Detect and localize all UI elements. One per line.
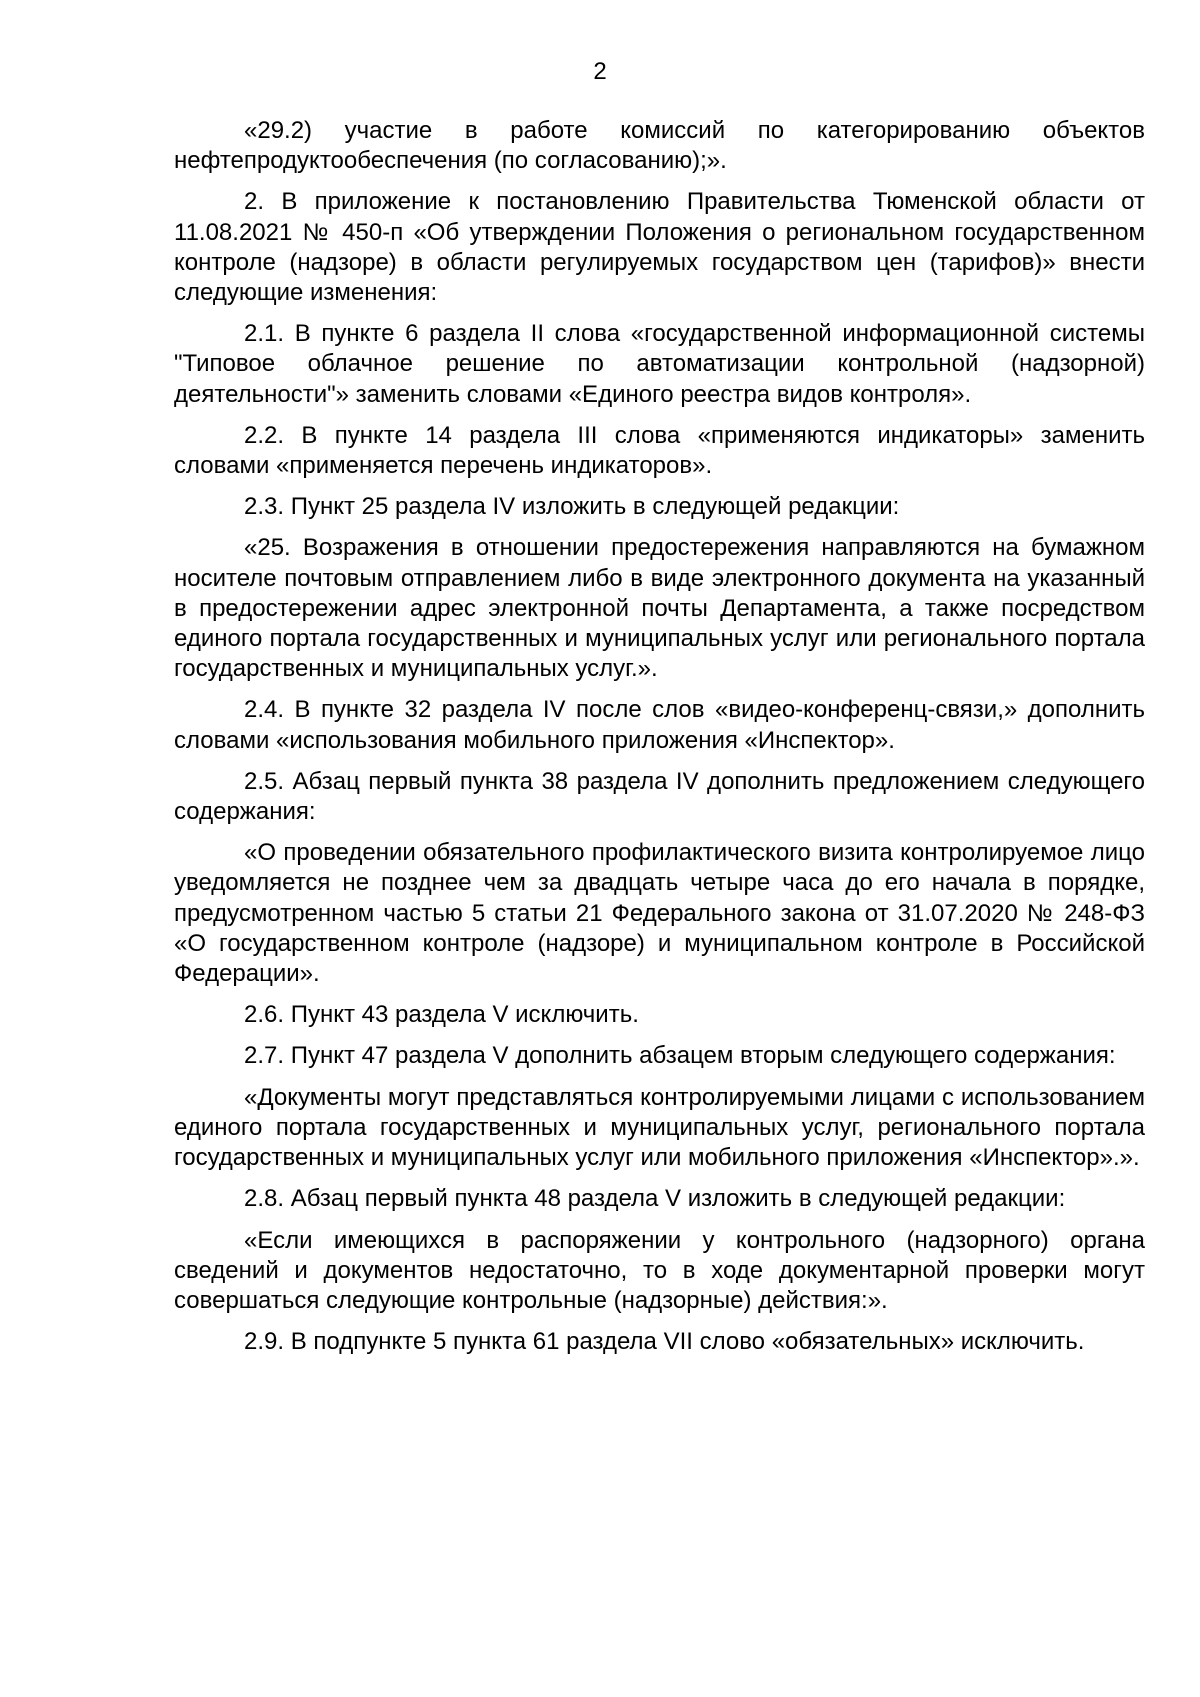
paragraph-2-1: 2.1. В пункте 6 раздела II слова «государственной информационной системы "Типовое облачное решение по автоматизации контрольной (надзорной) деятельности"» заменить словами «Единого реестра видов контроля». [174,320,1145,408]
paragraph-documents-quote: «Документы могут представляться контролируемыми лицами с использованием единого портала государственных и муниципальных услуг, регионального портала государственных и муниципальных услуг или мобильного приложения «Инспектор».». [174,1083,1145,1172]
paragraph-29-2-quote: «29.2) участие в работе комиссий по категорированию объектов нефтепродуктообеспечения (по согласованию);». [174,117,1145,175]
paragraph-visit-quote: «О проведении обязательного профилактического визита контролируемое лицо уведомляется не позднее чем за двадцать четыре часа до его начала в порядке, предусмотренном частью 5 статьи 21 Федерального закона от 31.07.2020 № 248-ФЗ «О государственном контроле (надзоре) и муниципальном контроле в Российской Федерации». [174,839,1145,988]
paragraph-2-5: 2.5. Абзац первый пункта 38 раздела IV дополнить предложением следующего содержания: [174,767,1145,826]
paragraph-2-8: 2.8. Абзац первый пункта 48 раздела V изложить в следующей редакции: [244,1185,1066,1213]
paragraph-25-quote: «25. Возражения в отношении предостережения направляются на бумажном носителе почтовым отправлением либо в виде электронного документа на указанный в предостережении адрес электронной почты Департамента, а также посредством единого портала государственных и муниципальных услуг или регионального портала государственных и муниципальных услуг.». [174,534,1145,683]
paragraph-2-3: 2.3. Пункт 25 раздела IV изложить в следующей редакции: [244,493,900,521]
paragraph-2-7: 2.7. Пункт 47 раздела V дополнить абзацем вторым следующего содержания: [244,1042,1116,1070]
paragraph-2: 2. В приложение к постановлению Правительства Тюменской области от 11.08.2021 № 450-п «Об утверждении Положения о региональном государственном контроле (надзоре) в области регулируемых государством цен (тарифов)» внести следующие изменения: [174,188,1145,307]
paragraph-2-6: 2.6. Пункт 43 раздела V исключить. [244,1001,639,1029]
paragraph-2-9: 2.9. В подпункте 5 пункта 61 раздела VII слово «обязательных» исключить. [244,1328,1085,1356]
paragraph-2-2: 2.2. В пункте 14 раздела III слова «применяются индикаторы» заменить словами «применяется перечень индикаторов». [174,421,1145,480]
page-number: 2 [593,58,607,85]
paragraph-2-4: 2.4. В пункте 32 раздела IV после слов «видео-конференц-связи,» дополнить словами «использования мобильного приложения «Инспектор». [174,696,1145,754]
document-body [174,116,1145,1368]
paragraph-inspection-quote: «Если имеющихся в распоряжении у контрольного (надзорного) органа сведений и документов недостаточно, то в ходе документарной проверки могут совершаться следующие контрольные (надзорные) действия:». [174,1226,1145,1314]
